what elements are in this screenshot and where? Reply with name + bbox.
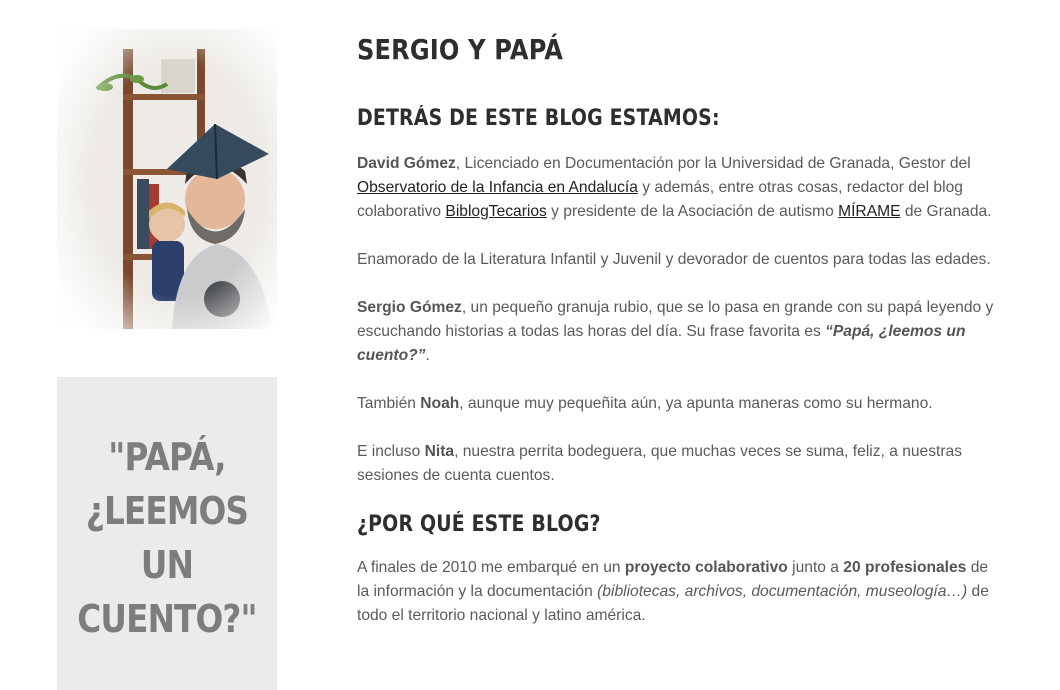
quote-line: "PAPÁ,: [108, 434, 226, 479]
link-observatorio[interactable]: Observatorio de la Infancia en Andalucía: [357, 179, 638, 196]
paragraph-why: [357, 556, 997, 628]
paragraph-noah: [357, 392, 997, 416]
text: de Granada.: [900, 203, 992, 220]
name-noah: Noah: [420, 395, 460, 412]
paragraph-literatura: Enamorado de la Literatura Infantil y Juvenil y devorador de cuentos para todas las edades.: [357, 251, 991, 268]
link-biblogtecarios[interactable]: BiblogTecarios: [445, 203, 547, 220]
bold-proyecto: proyecto colaborativo: [624, 559, 788, 576]
paragraph-david: [357, 152, 997, 224]
favorite-quote: “Papá, ¿leemos un cuento?”: [357, 323, 966, 364]
text: A finales de 2010 me embarqué en un: [357, 559, 625, 576]
link-mirame[interactable]: MÍRAME: [838, 203, 901, 220]
main-content: [357, 30, 997, 628]
name-david: David Gómez: [357, 155, 456, 172]
text: de todo el territorio nacional y latino américa.: [357, 583, 989, 624]
text: , aunque muy pequeñita aún, ya apunta maneras como su hermano.: [459, 395, 933, 412]
section-heading-why: ¿POR QUÉ ESTE BLOG?: [357, 512, 601, 537]
paragraph-nita: [357, 440, 997, 488]
text: de la información y la documentación: [357, 559, 989, 600]
paragraph-sergio: [357, 296, 997, 368]
text: E incluso: [357, 443, 425, 460]
text: .: [425, 347, 430, 364]
section-heading-behind: DETRÁS DE ESTE BLOG ESTAMOS:: [357, 106, 720, 131]
text: También: [357, 395, 421, 412]
text: , un pequeño granuja rubio, que se lo pasa en grande con su papá leyendo y escuchando historias a todas las horas del día. Su frase favorita es: [357, 299, 994, 340]
text: y presidente de la Asociación de autismo: [546, 203, 839, 220]
father-son-photo-illustration: [57, 29, 277, 329]
text: y además, entre otras cosas, redactor del blog colaborativo: [357, 179, 963, 220]
text: junto a: [787, 559, 844, 576]
text: , Licenciado en Documentación por la Universidad de Granada, Gestor del: [455, 155, 971, 172]
profile-photo: [57, 29, 277, 329]
quote-line: UN: [140, 542, 194, 587]
quote-text: [72, 430, 261, 646]
name-nita: Nita: [424, 443, 455, 460]
quote-line: CUENTO?": [77, 596, 257, 641]
text: , nuestra perrita bodeguera, que muchas veces se suma, feliz, a nuestras sesiones de cuenta cuentos.: [357, 443, 963, 484]
quote-line: ¿LEEMOS: [85, 488, 249, 533]
italic-disciplines: (bibliotecas, archivos, documentación, museología…): [597, 583, 968, 600]
bold-profesionales: 20 profesionales: [843, 559, 967, 576]
page-title: SERGIO Y PAPÁ: [357, 33, 564, 66]
name-sergio: Sergio Gómez: [357, 299, 462, 316]
quote-card: [57, 377, 277, 690]
